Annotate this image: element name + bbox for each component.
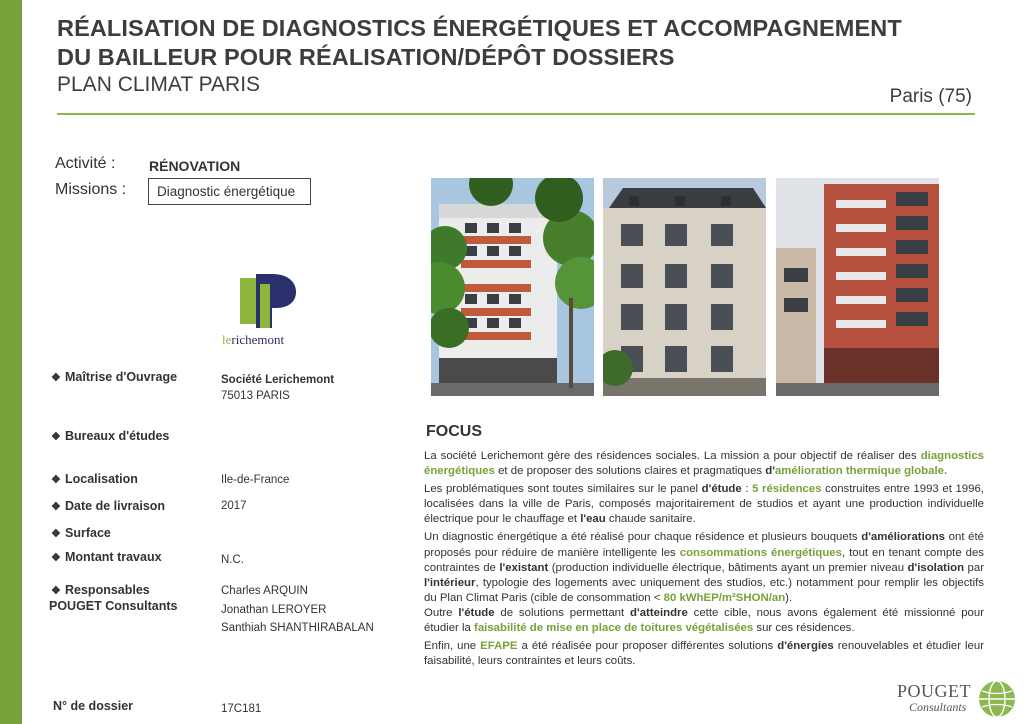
pouget-subtitle: Consultants (909, 700, 967, 714)
title-line-2: DU BAILLEUR POUR RÉALISATION/DÉPÔT DOSSIERS (57, 44, 675, 70)
dossier-number: 17C181 (221, 703, 262, 715)
globe-icon (978, 680, 1016, 718)
title-line-1: RÉALISATION DE DIAGNOSTICS ÉNERGÉTIQUES ET ACCOMPAGNEMENT (57, 15, 902, 41)
diamond-bullet-icon: ❖ (51, 552, 61, 564)
activity-value: RÉNOVATION (149, 158, 241, 174)
lerichemont-wordmark (222, 332, 284, 348)
responsables-label: ❖ Responsables (51, 583, 150, 597)
maitrise-label: ❖ Maîtrise d'Ouvrage (51, 370, 178, 384)
focus-body (424, 449, 984, 672)
wordmark-name: richemont (231, 332, 285, 347)
logo-green-stem (260, 284, 270, 328)
responsable-3: Santhiah SHANTHIRABALAN (221, 622, 374, 634)
focus-paragraph-5: Enfin, une EFAPE a été réalisée pour proposer différentes solutions d'énergies renouvelables et étudier leur faisabilité, leurs contraintes et leurs coûts. (424, 640, 985, 668)
montant-value: N.C. (221, 554, 244, 566)
header-divider (57, 113, 975, 115)
localisation-value: Ile-de-France (221, 474, 290, 486)
montant-label: ❖ Montant travaux (51, 550, 162, 564)
maitrise-value-1: Société Lerichemont (221, 374, 335, 386)
diamond-bullet-icon: ❖ (51, 528, 61, 540)
page-subtitle: PLAN CLIMAT PARIS (57, 73, 261, 96)
building-photo-2 (603, 178, 766, 396)
diamond-bullet-icon: ❖ (51, 501, 61, 513)
page-title (57, 14, 987, 72)
missions-label: Missions : (55, 181, 127, 198)
focus-paragraph-2: Les problématiques sont toutes similaires sur le panel d'étude : 5 résidences construites entre 1993 et 1996, localisées dans la ville de Paris, composés majoritairement de studios et ayant une production individuelle électrique pour le chauffage et l'eau chaude sanitaire. (424, 483, 984, 526)
localisation-label: ❖ Localisation (51, 472, 138, 486)
bureaux-label: ❖ Bureaux d'études (51, 429, 170, 443)
project-location: Paris (75) (889, 86, 972, 107)
left-accent-bar (0, 0, 22, 724)
diamond-bullet-icon: ❖ (51, 372, 61, 384)
focus-paragraph-3: Un diagnostic énergétique a été réalisé pour chaque résidence et plusieurs bouquets d'améliorations ont été proposés pour réduire de manière intelligente les consommations énergétiques, tout en tenant compte des contraintes de l'existant (production individuelle électrique, bâtiments ayant un premier niveau d'isolation par l'intérieur, typologie des logements avec uniquement des studios, etc.) notamment pour remplir les objectifs du Plan Climat Paris (cible de consommation < 80 kWhEP/m²SHON/an). Outre l'étude de solutions permettant d'atteindre cette cible, nous avons également été missionné pour étudier la faisabilité de mise en place de toitures végétalisées sur ces résidences. (424, 531, 985, 635)
diamond-bullet-icon: ❖ (51, 431, 61, 443)
responsables-company: POUGET Consultants (49, 599, 178, 613)
focus-title: FOCUS (426, 423, 482, 440)
pouget-consultants-logo (897, 681, 1022, 721)
activity-label: Activité : (55, 155, 116, 172)
focus-paragraph-1: La société Lerichemont gère des résidences sociales. La mission a pour objectif de réaliser des diagnostics énergétiques et de proposer des solutions claires et pragmatiques d'amélioration thermique globale. (424, 450, 984, 478)
wordmark-prefix: le (222, 332, 232, 347)
dossier-label: N° de dossier (53, 699, 134, 713)
building-photo-3 (776, 178, 939, 396)
mission-tag: Diagnostic énergétique (148, 178, 311, 205)
livraison-value: 2017 (221, 500, 247, 512)
diamond-bullet-icon: ❖ (51, 474, 61, 486)
pouget-name: POUGET (897, 681, 971, 701)
livraison-label: ❖ Date de livraison (51, 499, 166, 513)
diamond-bullet-icon: ❖ (51, 585, 61, 597)
responsable-2: Jonathan LEROYER (221, 604, 327, 616)
responsable-1: Charles ARQUIN (221, 585, 308, 597)
building-photo-1 (431, 178, 594, 396)
surface-label: ❖ Surface (51, 526, 111, 540)
maitrise-value-2: 75013 PARIS (221, 390, 290, 402)
